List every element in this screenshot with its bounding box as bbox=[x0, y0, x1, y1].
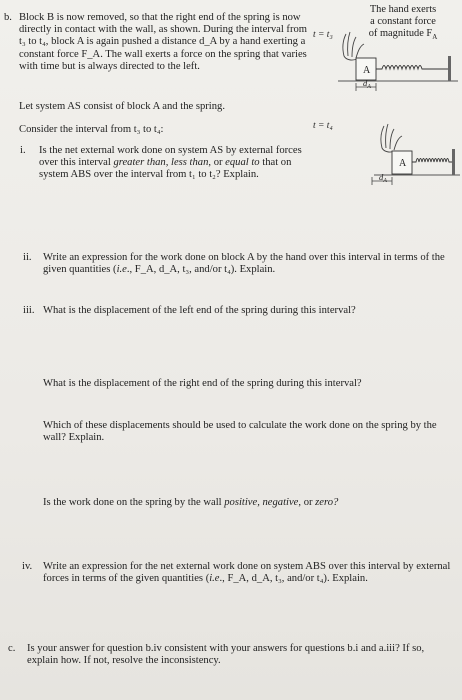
question-iii-left-end: What is the displacement of the left end of the spring during this interval? bbox=[43, 305, 356, 316]
question-iv-text: Write an expression for the net external work done on system ABS over this interval by external forces in terms of the given quantities (i.e., F_A, d_A, t₃, and/or t₄). Explain. bbox=[43, 561, 451, 585]
hand-icon bbox=[343, 32, 364, 60]
question-iii-number: iii. bbox=[23, 305, 35, 316]
hand-note-line-3: of magnitude $F_A$ bbox=[368, 28, 438, 42]
question-iv-number: iv. bbox=[22, 561, 33, 572]
question-i-text: Is the net external work done on system AS by external forces over this interval greater than, less than, or equal to that on system ABS over the interval from t₁ to t₂? Explain. bbox=[39, 145, 302, 181]
part-b-label: b. bbox=[4, 12, 12, 23]
question-ii-text: Write an expression for the work done on block A by the hand over this interval in terms of the given quantities (i.e., F_A, d_A, t₃, and/or t₄). Explain. bbox=[43, 252, 445, 276]
figure-top-diagram bbox=[330, 20, 462, 100]
question-ii-number: ii. bbox=[23, 252, 32, 263]
interval-statement: Consider the interval from t₃ to t₄: bbox=[19, 124, 164, 135]
figure-bottom-diagram bbox=[370, 118, 462, 198]
hand-note-line-1: The hand exerts bbox=[369, 4, 437, 15]
question-iii-sign: Is the work done on the spring by the wall positive, negative, or zero? bbox=[43, 497, 339, 508]
spring-coil-compressed bbox=[412, 159, 452, 163]
part-b-text: Block B is now removed, so that the right end of the spring is now directly in contact with the wall, as shown. During the interval from t₃ to t₄, block A is again pushed a distance d_A by a hand exerting a constant force F_A. The wall exerts a force on the spring that varies with time but is always directed to the left. bbox=[19, 12, 308, 72]
system-definition: Let system AS consist of block A and the spring. bbox=[19, 101, 225, 112]
block-a-label: A bbox=[363, 65, 371, 76]
hand-note-line-2: a constant force bbox=[370, 16, 436, 27]
distance-label: $d_A$ bbox=[379, 172, 387, 184]
time-label-t4: t = t₄ bbox=[313, 121, 333, 131]
part-c-label: c. bbox=[8, 643, 16, 654]
wall bbox=[452, 149, 455, 175]
distance-label: $d_A$ bbox=[363, 78, 371, 90]
spring-coil bbox=[376, 66, 448, 70]
question-iii-which-displacement: Which of these displacements should be used to calculate the work done on the spring by the wall? Explain. bbox=[43, 420, 437, 444]
part-c-text: Is your answer for question b.iv consistent with your answers for questions b.i and a.iii? If so, explain how. If not, resolve the inconsistency. bbox=[27, 643, 425, 667]
hand-icon bbox=[381, 124, 402, 152]
wall bbox=[448, 56, 451, 81]
time-label-t3: t = t₃ bbox=[313, 30, 333, 40]
question-iii-right-end: What is the displacement of the right end of the spring during this interval? bbox=[43, 378, 362, 389]
question-i-number: i. bbox=[20, 145, 26, 156]
block-a-label: A bbox=[399, 158, 407, 169]
